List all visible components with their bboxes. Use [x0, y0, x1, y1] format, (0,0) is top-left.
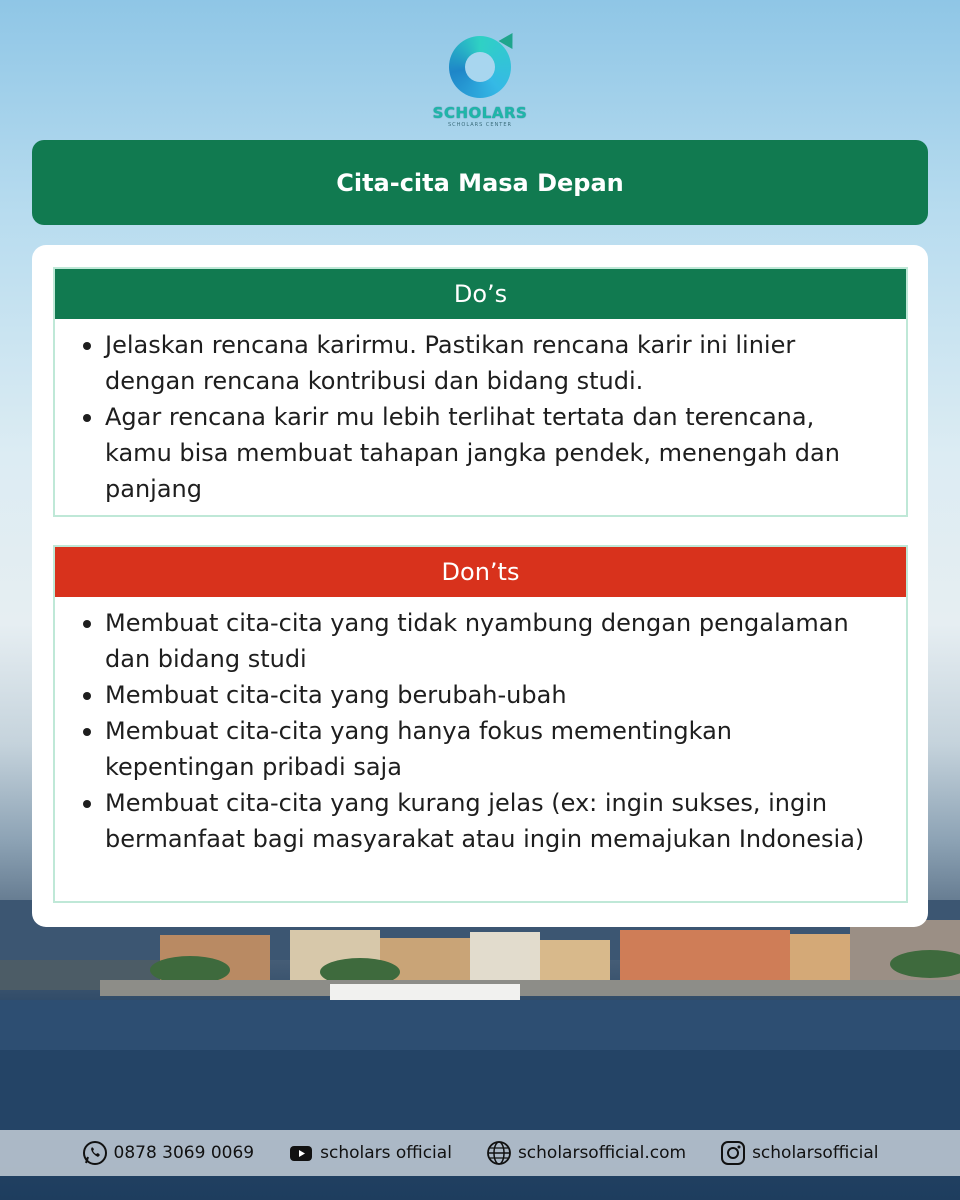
list-item: Membuat cita-cita yang hanya fokus mementingkan kepentingan pribadi saja	[81, 713, 886, 785]
youtube-text: scholars official	[320, 1143, 452, 1163]
scholars-logo	[430, 36, 530, 126]
globe-icon	[486, 1140, 512, 1166]
list-item: Membuat cita-cita yang tidak nyambung dengan pengalaman dan bidang studi	[81, 605, 886, 677]
logo-text: SCHOLARS	[432, 104, 528, 122]
whatsapp-icon	[82, 1140, 108, 1166]
footer-website[interactable]	[486, 1140, 686, 1166]
page-title: Cita-cita Masa Depan	[32, 140, 928, 225]
list-item: Membuat cita-cita yang kurang jelas (ex: ingin sukses, ingin bermanfaat bagi masyarakat atau ingin memajukan Indonesia)	[81, 785, 886, 857]
donts-heading: Don’ts	[55, 547, 906, 597]
dos-section	[53, 267, 908, 517]
footer-phone[interactable]	[82, 1140, 255, 1166]
footer-youtube[interactable]	[288, 1140, 452, 1166]
footer-instagram[interactable]	[720, 1140, 878, 1166]
list-item: Agar rencana karir mu lebih terlihat tertata dan terencana, kamu bisa membuat tahapan jangka pendek, menengah dan panjang	[81, 399, 886, 507]
content-card	[32, 245, 928, 927]
list-item: Membuat cita-cita yang berubah-ubah	[81, 677, 886, 713]
instagram-text: scholarsofficial	[752, 1143, 879, 1163]
donts-list	[55, 597, 906, 857]
logo-mark	[449, 36, 511, 98]
donts-section	[53, 545, 908, 903]
phone-text: 0878 3069 0069	[113, 1143, 255, 1163]
dos-heading: Do’s	[55, 269, 906, 319]
website-text: scholarsofficial.com	[517, 1143, 687, 1163]
contact-footer	[0, 1130, 960, 1176]
list-item: Jelaskan rencana karirmu. Pastikan rencana karir ini linier dengan rencana kontribusi dan bidang studi.	[81, 327, 886, 399]
city-skyline-background	[0, 900, 960, 1140]
dos-list	[55, 319, 906, 507]
youtube-icon	[288, 1140, 314, 1166]
instagram-icon	[720, 1140, 746, 1166]
logo-tagline: SCHOLARS CENTER	[448, 122, 512, 128]
